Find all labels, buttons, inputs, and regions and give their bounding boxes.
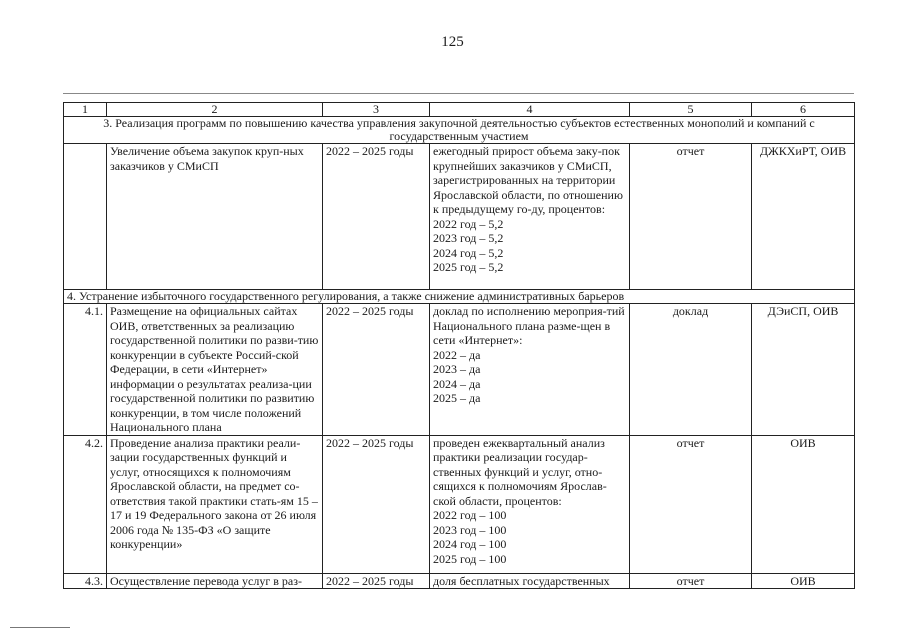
- row-3-result: отчет: [630, 144, 752, 290]
- row-4-2-indicator-cell: [430, 435, 630, 573]
- row-4-1-value: 2024 – да: [433, 376, 481, 391]
- header-row: [64, 103, 855, 117]
- row-4-2-value: 2023 год – 100: [433, 522, 507, 537]
- row-4-1-period: 2022 – 2025 годы: [323, 304, 430, 436]
- row-4-2-value: 2022 год – 100: [433, 508, 507, 522]
- row-4-3-period: 2022 – 2025 годы: [323, 573, 430, 589]
- row-4-2-result: отчет: [630, 435, 752, 573]
- header-col-2: 2: [107, 103, 323, 117]
- row-4-2-executor: ОИВ: [752, 435, 855, 573]
- header-col-6: 6: [752, 103, 855, 117]
- row-4-1-result: доклад: [630, 304, 752, 436]
- row-3-num: [64, 144, 107, 290]
- section-4-row: [64, 290, 855, 304]
- row-4-1-action: Размещение на официальных сайтах ОИВ, ответственных за реализацию государственной политики по разви-тию конкуренции в субъекте Россий-ской Федерации, в сети «Интернет» информации о результатах реализа-ции государственной политики по развитию конкуренции, в том числе положений Национального плана: [107, 304, 323, 436]
- section-3-row: [64, 117, 855, 144]
- section-4-title: 4. Устранение избыточного государственного регулирования, а также снижение административных барьеров: [64, 290, 855, 304]
- row-3-value: 2025 год – 5,2: [433, 260, 504, 274]
- row-3-indicator: ежегодный прирост объема заку-пок крупнейших заказчиков у СМиСП, зарегистрированных на территории Ярославской области, по отношению к предыдущему го-ду, процентов:: [433, 144, 623, 216]
- row-4-2-action: Проведение анализа практики реали-зации государственных функций и услуг, относящихся к полномочиям Ярославской области, на предмет со-ответствия такой практики стать-ям 15 – 17 и 19 Федерального закона от 26 июля 2006 года № 135-ФЗ «О защите конкуренции»: [107, 435, 323, 573]
- row-4-2-indicator: проведен ежеквартальный анализ практики реализации государ-ственных функций и услуг, отно-сящихся к полномочиям Ярослав-ской области, процентов:: [433, 435, 607, 508]
- row-3-executor: ДЖКХиРТ, ОИВ: [752, 144, 855, 290]
- header-col-3: 3: [323, 103, 430, 117]
- row-3-value: 2023 год – 5,2: [433, 231, 504, 245]
- footer-rule: [10, 627, 70, 628]
- page-number: 125: [441, 34, 464, 50]
- row-4-3-result: отчет: [630, 573, 752, 589]
- row-4-3-num: 4.3.: [64, 573, 107, 589]
- row-3-value: 2022 год – 5,2: [433, 216, 504, 231]
- row-4-2-value: 2024 год – 100: [433, 537, 507, 551]
- plan-table: [63, 102, 855, 589]
- table-row: [64, 144, 855, 290]
- row-3-period: 2022 – 2025 годы: [323, 144, 430, 290]
- row-3-action: Увеличение объема закупок круп-ных заказчиков у СМиСП: [107, 144, 323, 290]
- row-4-2-num: 4.2.: [64, 435, 107, 573]
- header-col-1: 1: [64, 103, 107, 117]
- row-4-1-num: 4.1.: [64, 304, 107, 436]
- section-3-title: 3. Реализация программ по повышению качества управления закупочной деятельностью субъектов естественных монополий и компаний с государственным участием: [64, 117, 855, 144]
- row-3-value: 2024 год – 5,2: [433, 245, 504, 260]
- row-4-1-indicator: доклад по исполнению мероприя-тий Национального плана разме-щен в сети «Интернет»:: [433, 304, 625, 347]
- row-4-2-value: 2025 год – 100: [433, 551, 507, 566]
- table-row: [64, 304, 855, 436]
- row-4-1-value: 2023 – да: [433, 362, 481, 376]
- header-col-4: 4: [430, 103, 630, 117]
- top-rule: [63, 93, 854, 94]
- row-4-3-action: Осуществление перевода услуг в раз-: [107, 573, 323, 589]
- header-col-5: 5: [630, 103, 752, 117]
- row-4-1-indicator-cell: [430, 304, 630, 436]
- row-4-2-period: 2022 – 2025 годы: [323, 435, 430, 573]
- table-row: [64, 573, 855, 589]
- row-4-3-executor: ОИВ: [752, 573, 855, 589]
- row-4-1-value: 2025 – да: [433, 391, 481, 405]
- row-4-3-indicator: доля бесплатных государственных: [430, 573, 630, 589]
- row-3-indicator-cell: [430, 144, 630, 290]
- row-4-1-executor: ДЭиСП, ОИВ: [752, 304, 855, 436]
- table-row: [64, 435, 855, 573]
- row-4-1-value: 2022 – да: [433, 347, 481, 362]
